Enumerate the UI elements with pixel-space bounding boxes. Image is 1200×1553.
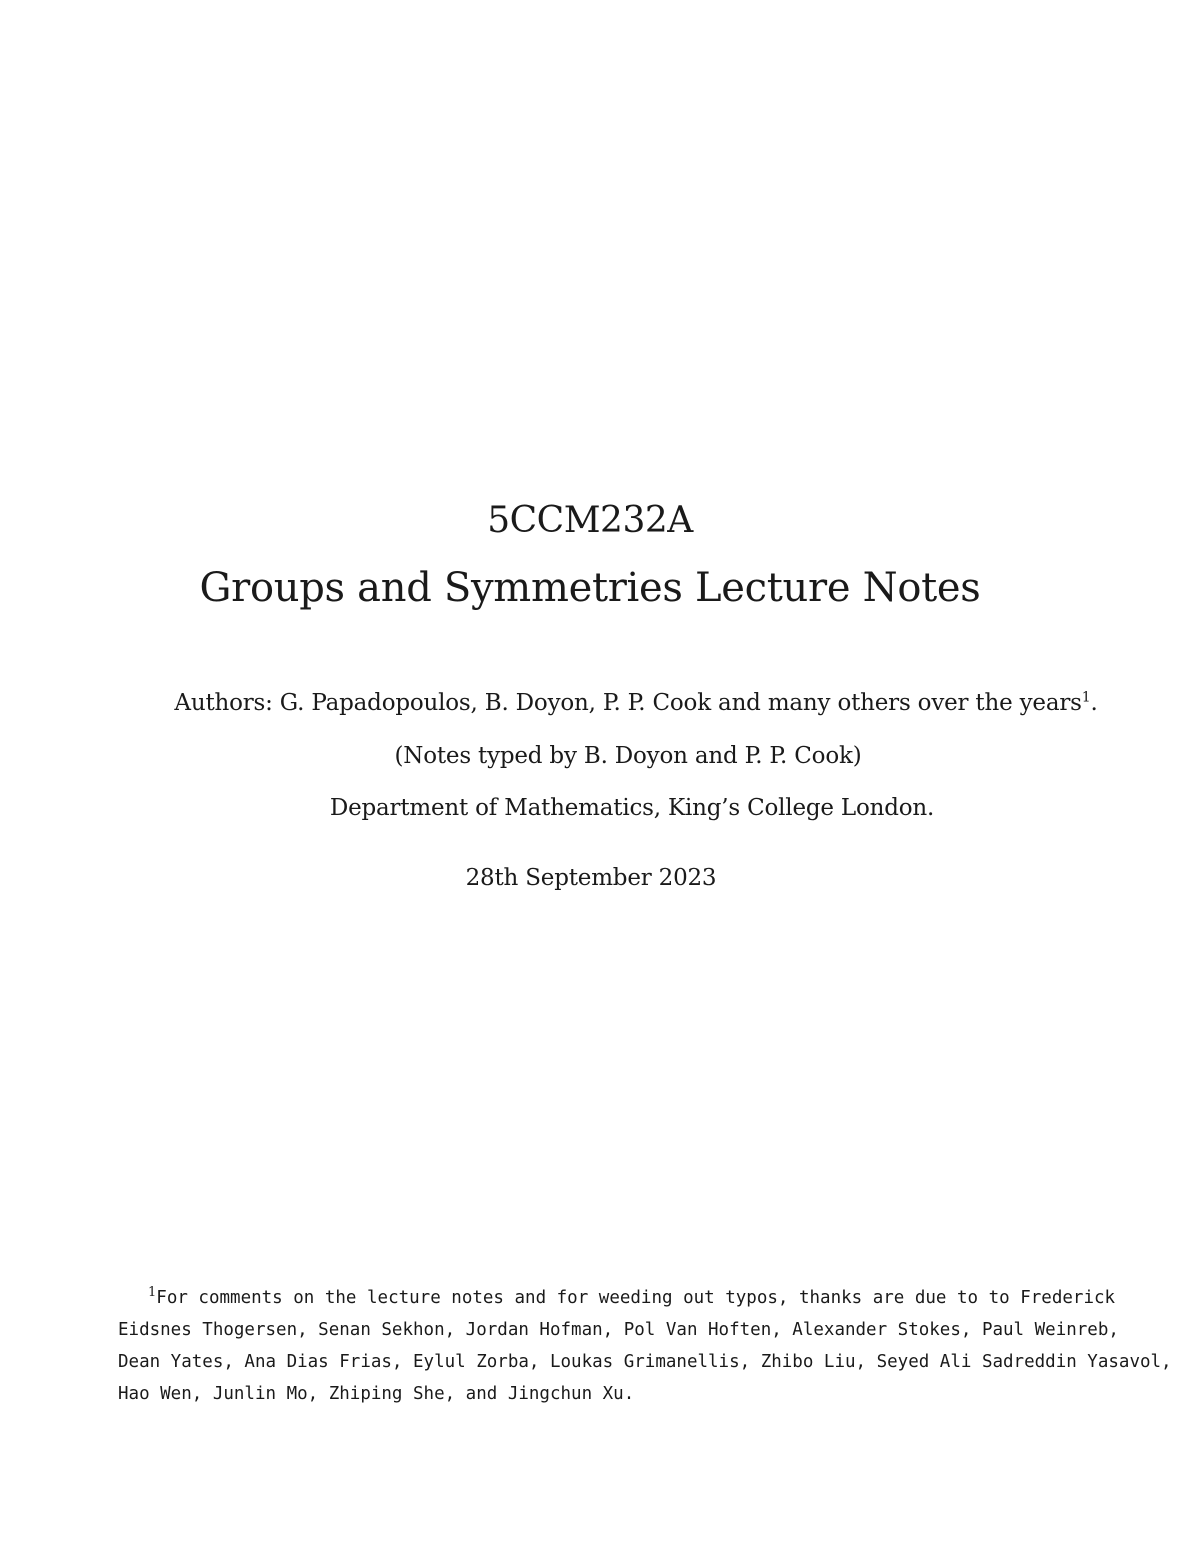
footnote <box>118 1282 1172 1410</box>
footnote-mark: 1 <box>148 1285 157 1301</box>
date-line: 28th September 2023 <box>465 865 717 891</box>
course-code: 5CCM232A <box>487 500 693 541</box>
footnote-line <box>118 1282 1116 1314</box>
authors-trailing: . <box>1090 690 1098 716</box>
footnote-line: Dean Yates, Ana Dias Frias, Eylul Zorba, Loukas Grimanellis, Zhibo Liu, Seyed Ali Sadreddin Yasavol, <box>118 1352 1172 1372</box>
department-line: Department of Mathematics, King’s College London. <box>329 795 935 821</box>
authors-line <box>36 690 1200 716</box>
footnote-line: Eidsnes Thogersen, Senan Sekhon, Jordan Hofman, Pol Van Hoften, Alexander Stokes, Paul Weinreb, <box>118 1320 1119 1340</box>
document-title: Groups and Symmetries Lecture Notes <box>199 565 981 611</box>
authors-footnote-mark[interactable]: 1 <box>1081 689 1091 706</box>
footnote-line-text: For comments on the lecture notes and for weeding out typos, thanks are due to to Frederick <box>156 1288 1116 1308</box>
footnote-line: Hao Wen, Junlin Mo, Zhiping She, and Jingchun Xu. <box>118 1384 635 1404</box>
typed-by-line: (Notes typed by B. Doyon and P. P. Cook) <box>394 743 862 769</box>
authors-text: Authors: G. Papadopoulos, B. Doyon, P. P. Cook and many others over the years <box>174 690 1082 716</box>
